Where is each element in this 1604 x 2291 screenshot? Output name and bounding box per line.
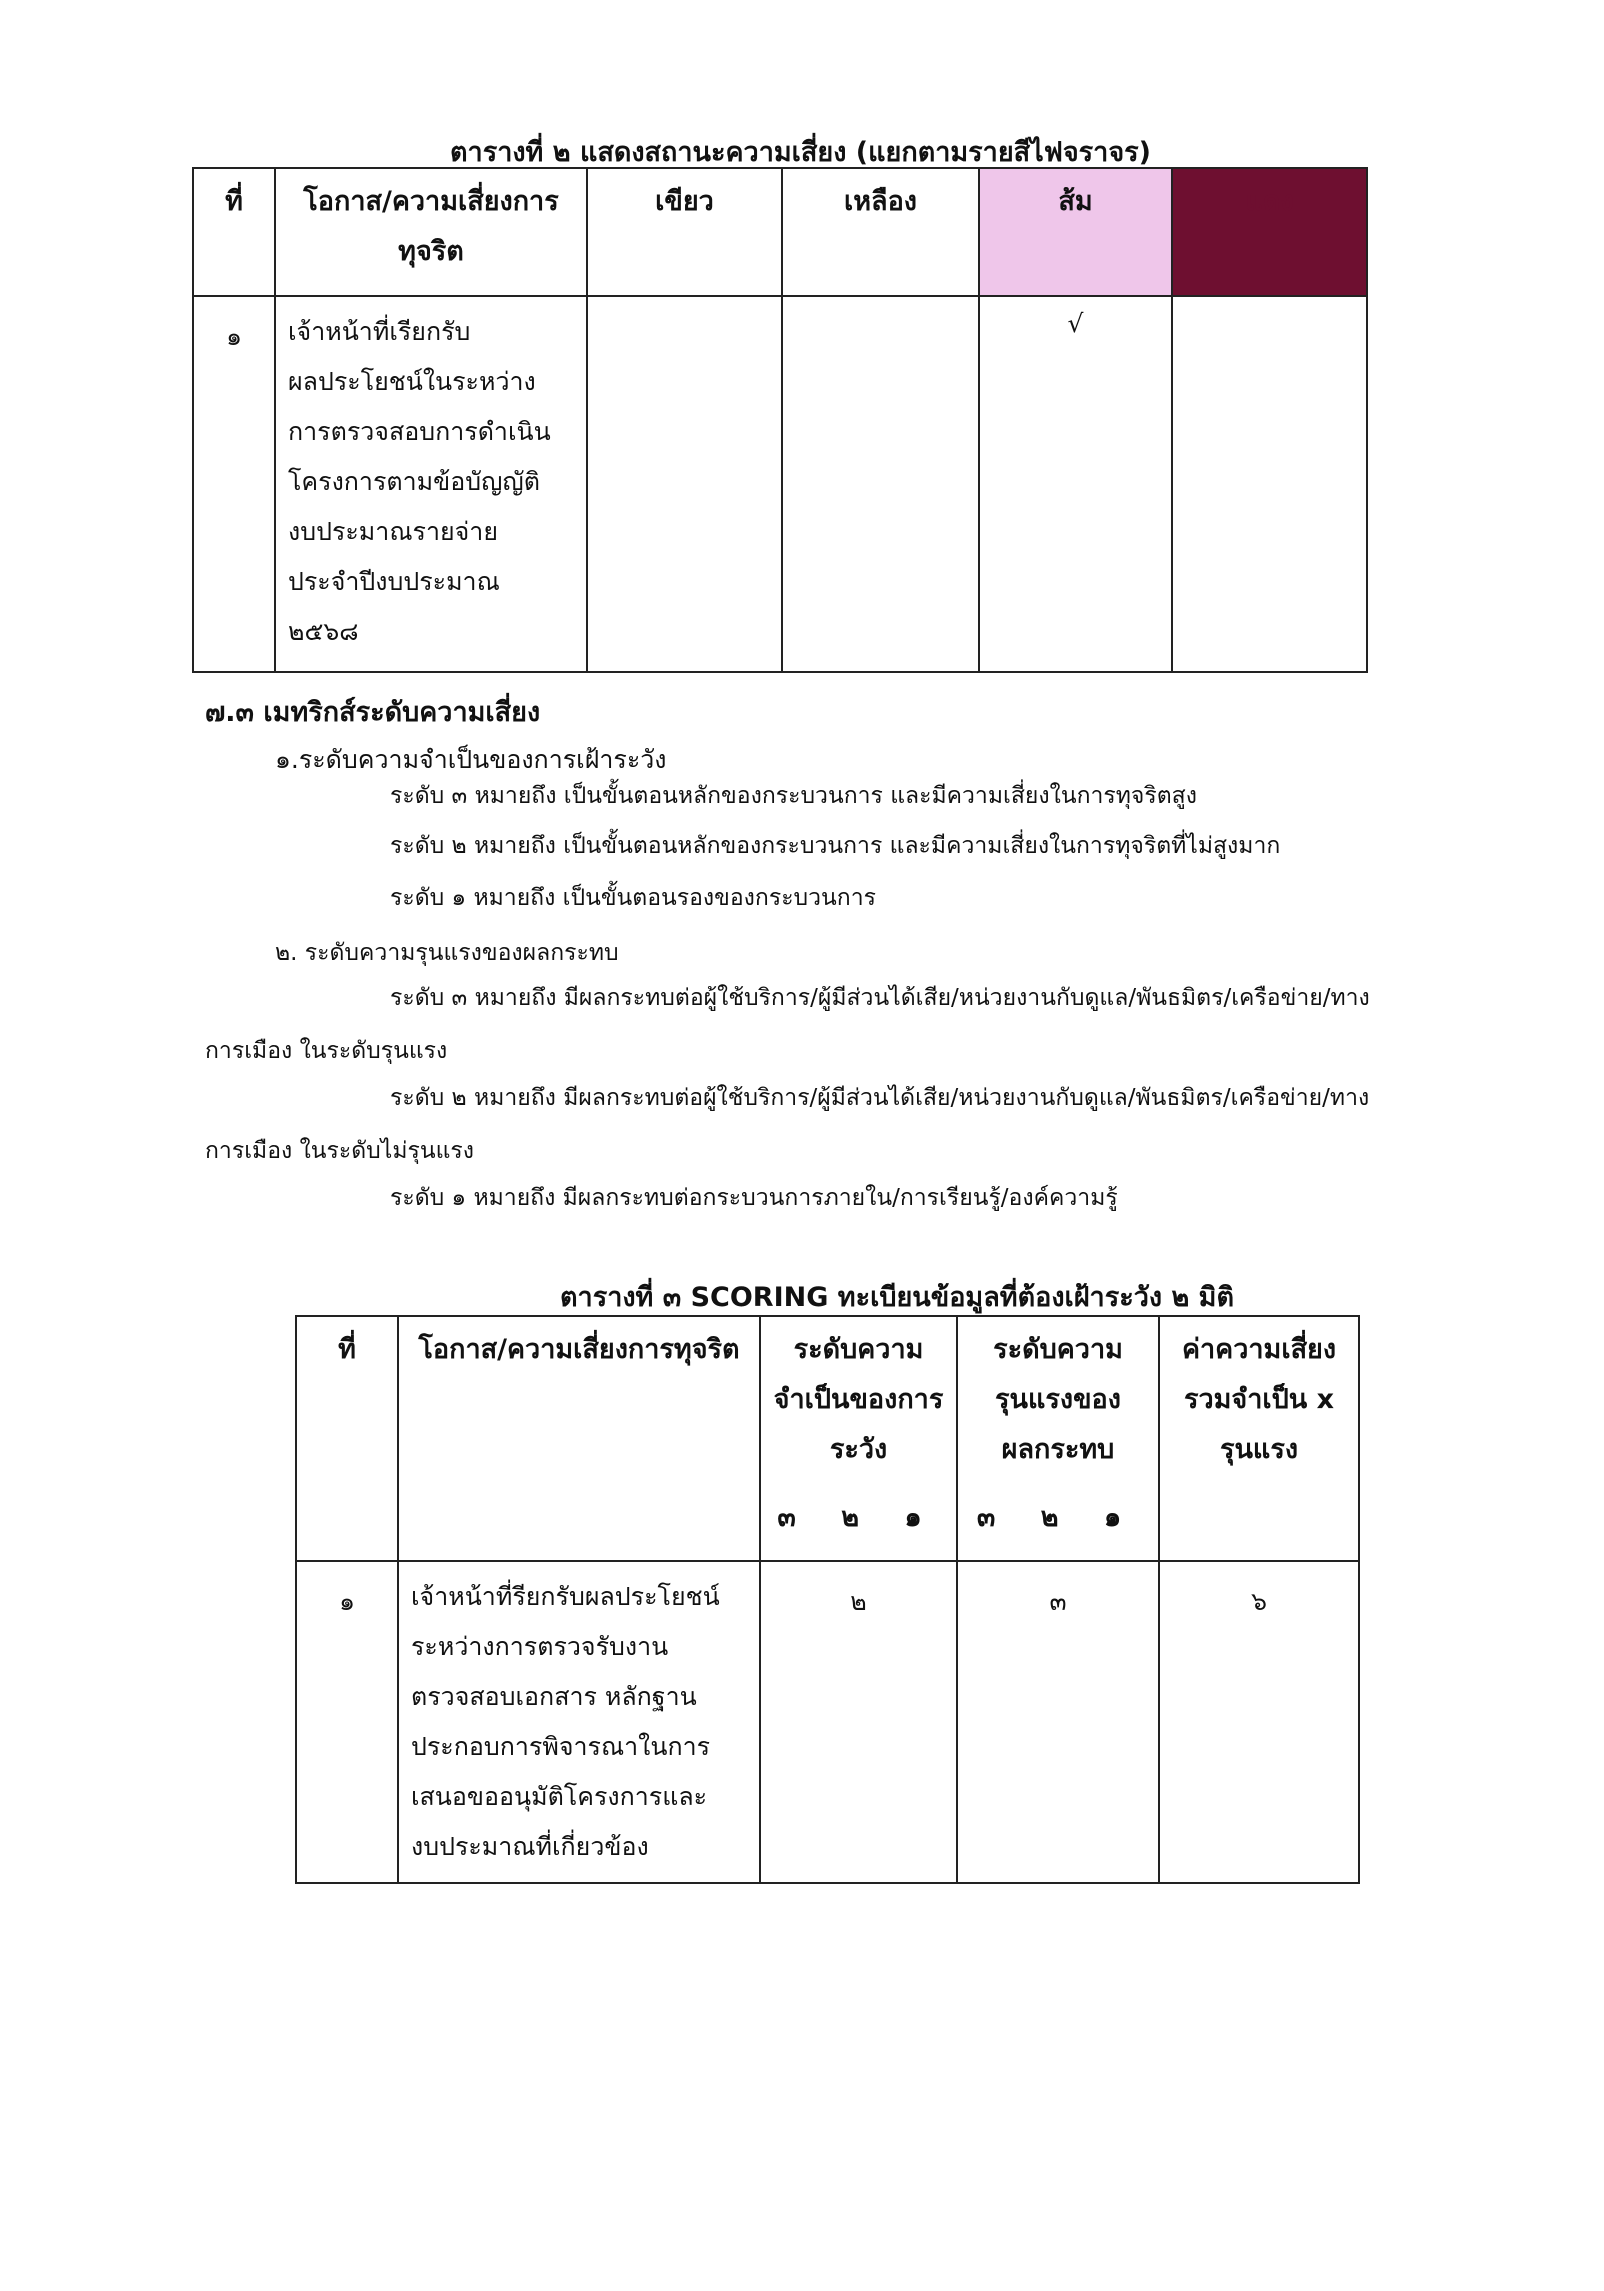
header-green: เขียว xyxy=(587,168,782,296)
risk-description-line: การตรวจสอบการดำเนิน xyxy=(288,417,551,446)
cell-red xyxy=(1172,296,1367,672)
severity-line2: รุนแรงของ xyxy=(995,1384,1121,1415)
need-line3: ระวัง xyxy=(829,1434,888,1465)
risk-description-line: ประกอบการพิจารณาในการ xyxy=(411,1732,711,1761)
header-risk-score xyxy=(1159,1316,1359,1561)
need-levels: ๓ ๒ ๑ xyxy=(777,1502,940,1533)
score-line3: รุนแรง xyxy=(1219,1434,1299,1465)
risk-description xyxy=(275,296,587,672)
cell-green xyxy=(587,296,782,672)
item2-level2: ระดับ ๒ หมายถึง มีผลกระทบต่อผู้ใช้บริการ/ผู้มีส่วนได้เสีย/หน่วยงานกับดูแล/พันธมิตร/เครือข่าย/ทาง xyxy=(390,1085,1370,1111)
item2-level1: ระดับ ๑ หมายถึง มีผลกระทบต่อกระบวนการภายใน/การเรียนรู้/องค์ความรู้ xyxy=(390,1185,1118,1211)
item2-level2-continued: การเมือง ในระดับไม่รุนแรง xyxy=(205,1138,474,1164)
risk-description-line: เจ้าหน้าที่เรียกรับ xyxy=(288,317,471,346)
risk-status-table xyxy=(192,167,1368,673)
header-risk xyxy=(275,168,587,296)
risk-description xyxy=(398,1561,760,1883)
item2-title: ๒. ระดับความรุนแรงของผลกระทบ xyxy=(275,940,619,966)
item1-title: ๑.ระดับความจำเป็นของการเฝ้าระวัง xyxy=(275,745,667,774)
header-yellow: เหลือง xyxy=(782,168,979,296)
risk-description-line: ประจำปีงบประมาณ xyxy=(288,567,500,596)
risk-description-line: ๒๕๖๘ xyxy=(288,617,359,646)
score-line2: รวมจำเป็น x xyxy=(1183,1384,1335,1415)
severity-value: ๓ xyxy=(957,1561,1159,1883)
need-line1: ระดับความ xyxy=(793,1334,924,1365)
header-risk-line1: โอกาส/ความเสี่ยงการ xyxy=(303,186,559,217)
section-heading: ๗.๓ เมทริกส์ระดับความเสี่ยง xyxy=(205,697,541,728)
score-line1: ค่าความเสี่ยง xyxy=(1181,1334,1337,1365)
table3-caption: ตารางที่ ๓ SCORING ทะเบียนข้อมูลที่ต้องเฝ้าระวัง ๒ มิติ xyxy=(560,1282,1234,1313)
severity-levels: ๓ ๒ ๑ xyxy=(976,1502,1140,1533)
table2-caption: ตารางที่ ๒ แสดงสถานะความเสี่ยง (แยกตามรายสีไฟจราจร) xyxy=(450,137,1151,168)
row-number: ๑ xyxy=(296,1561,398,1883)
score-value: ๖ xyxy=(1159,1561,1359,1883)
severity-line3: ผลกระทบ xyxy=(1001,1434,1115,1465)
need-line2: จำเป็นของการ xyxy=(773,1384,944,1415)
risk-description-line: งบประมาณรายจ่าย xyxy=(288,517,498,546)
risk-description-line: ตรวจสอบเอกสาร หลักฐาน xyxy=(411,1682,697,1711)
risk-description-line: ระหว่างการตรวจรับงาน xyxy=(411,1632,669,1661)
risk-description-line: เจ้าหน้าที่รียกรับผลประโยชน์ xyxy=(411,1582,720,1611)
severity-line1: ระดับความ xyxy=(993,1334,1123,1365)
cell-orange-checkmark: √ xyxy=(979,296,1172,672)
item1-level1: ระดับ ๑ หมายถึง เป็นขั้นตอนรองของกระบวนการ xyxy=(390,885,876,911)
item1-level3: ระดับ ๓ หมายถึง เป็นขั้นตอนหลักของกระบวนการ และมีความเสี่ยงในการทุจริตสูง xyxy=(390,783,1197,809)
cell-yellow xyxy=(782,296,979,672)
header-no: ที่ xyxy=(296,1316,398,1561)
header-orange: ส้ม xyxy=(979,168,1172,296)
header-severity-level xyxy=(957,1316,1159,1561)
row-number: ๑ xyxy=(193,296,275,672)
header-risk: โอกาส/ความเสี่ยงการทุจริต xyxy=(398,1316,760,1561)
header-risk-line2: ทุจริต xyxy=(398,236,464,267)
item2-level3-continued: การเมือง ในระดับรุนแรง xyxy=(205,1038,448,1064)
header-no: ที่ xyxy=(193,168,275,296)
header-red: แดง xyxy=(1172,168,1367,296)
item2-level3: ระดับ ๓ หมายถึง มีผลกระทบต่อผู้ใช้บริการ/ผู้มีส่วนได้เสีย/หน่วยงานกับดูแล/พันธมิตร/เครือข่าย/ทาง xyxy=(390,985,1370,1011)
risk-description-line: โครงการตามข้อบัญญัติ xyxy=(288,467,540,496)
need-value: ๒ xyxy=(760,1561,957,1883)
scoring-table xyxy=(295,1315,1360,1884)
item1-level2: ระดับ ๒ หมายถึง เป็นขั้นตอนหลักของกระบวนการ และมีความเสี่ยงในการทุจริตที่ไม่สูงมาก xyxy=(390,833,1281,859)
risk-description-line: ผลประโยชน์ในระหว่าง xyxy=(288,367,536,396)
risk-description-line: งบประมาณที่เกี่ยวข้อง xyxy=(411,1832,649,1861)
header-need-level xyxy=(760,1316,957,1561)
risk-description-line: เสนอขออนุมัติโครงการและ xyxy=(411,1782,708,1811)
